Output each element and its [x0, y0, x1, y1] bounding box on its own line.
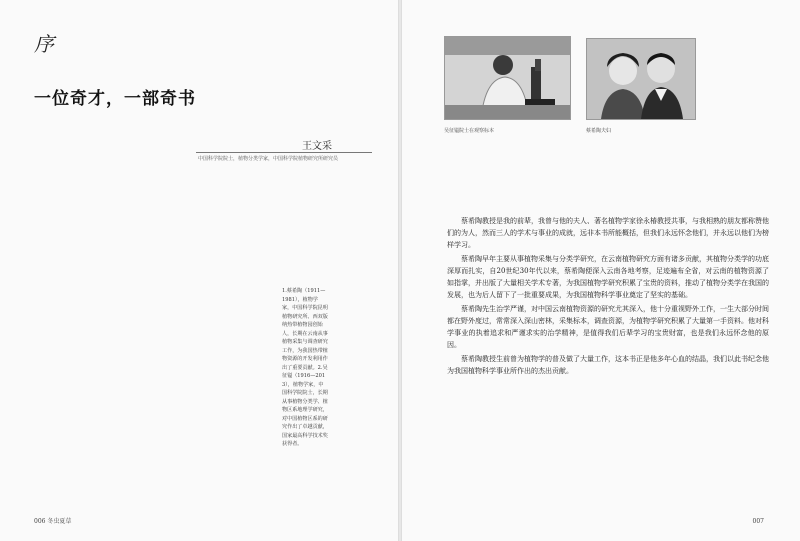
photo-scientist-at-microscope	[444, 36, 571, 120]
left-folio: 006 冬虫夏草	[34, 518, 72, 525]
photo-1-caption: 吴征镒院士在观察标本	[444, 128, 495, 134]
paragraph: 蔡希陶教授生前曾为植物学的普及做了大量工作，这本书正是他多年心血的结晶，我们以此书纪念他为我国植物科学事业所作出的杰出贡献。	[447, 355, 769, 375]
paragraph: 蔡希陶早年主要从事植物采集与分类学研究，在云南植物研究方面有诸多贡献，其植物分类学的功底深厚而扎实，自20世纪30年代以来，蔡希陶便深入云南各地考察，足迹遍布全省，对云南的植物资源了如指掌，并出版了大量相关学术专著，为我国植物学研究积累了宝贵的资料，推动了植物分类学在我国的发展，也为后人留下了一批重要成果，为我国植物科学事业奠定了坚实的基础。	[447, 255, 769, 299]
author-description: 中国科学院院士，植物分类学家，中国科学院植物研究所研究员	[198, 156, 339, 162]
paragraph: 蔡希陶先生治学严谨，对中国云南植物资源的研究尤其深入，他十分重视野外工作，一生大部分时间都在野外度过，常常深入深山密林，采集标本，调查资源，为植物学研究积累了大量第一手资料。他对科学事业的执着追求和严谨求实的治学精神，是值得我们后辈学习的宝贵财富，也是我们永远怀念他的原因。	[447, 305, 769, 349]
photo-2-caption: 蔡希陶夫妇	[586, 128, 612, 134]
author-rule	[196, 152, 372, 153]
body-text	[447, 215, 769, 379]
sidebar-note: 1.蔡希陶（1911—1981），植物学家，中国科学院昆明植物研究所、西双版纳热带植物园创始人，长期在云南从事植物采集与调查研究工作，为我国热带植物资源的开发利用作出了重要贡献。2.吴征镒（1916—2013），植物学家，中国科学院院士，长期从事植物分类学、植物区系地理学研究，对中国植物区系的研究作出了卓越贡献，国家最高科学技术奖获得者。	[282, 288, 328, 447]
right-folio: 007	[752, 518, 764, 525]
page-title: 一位奇才，一部奇书	[34, 89, 196, 109]
left-page	[0, 0, 398, 541]
section-mark: 序	[34, 32, 54, 56]
photo-couple-portrait	[586, 38, 696, 120]
right-page	[402, 0, 800, 541]
author-name: 王文采	[302, 141, 332, 152]
paragraph: 蔡希陶教授是我的前辈，我曾与他的夫人、著名植物学家徐永椿教授共事，与我相熟的朋友都称赞他们的为人，然而三人的学术与事业的成就，远非本书所能概括，但我们永远怀念他们，并永远以他们为榜样学习。	[447, 217, 769, 249]
